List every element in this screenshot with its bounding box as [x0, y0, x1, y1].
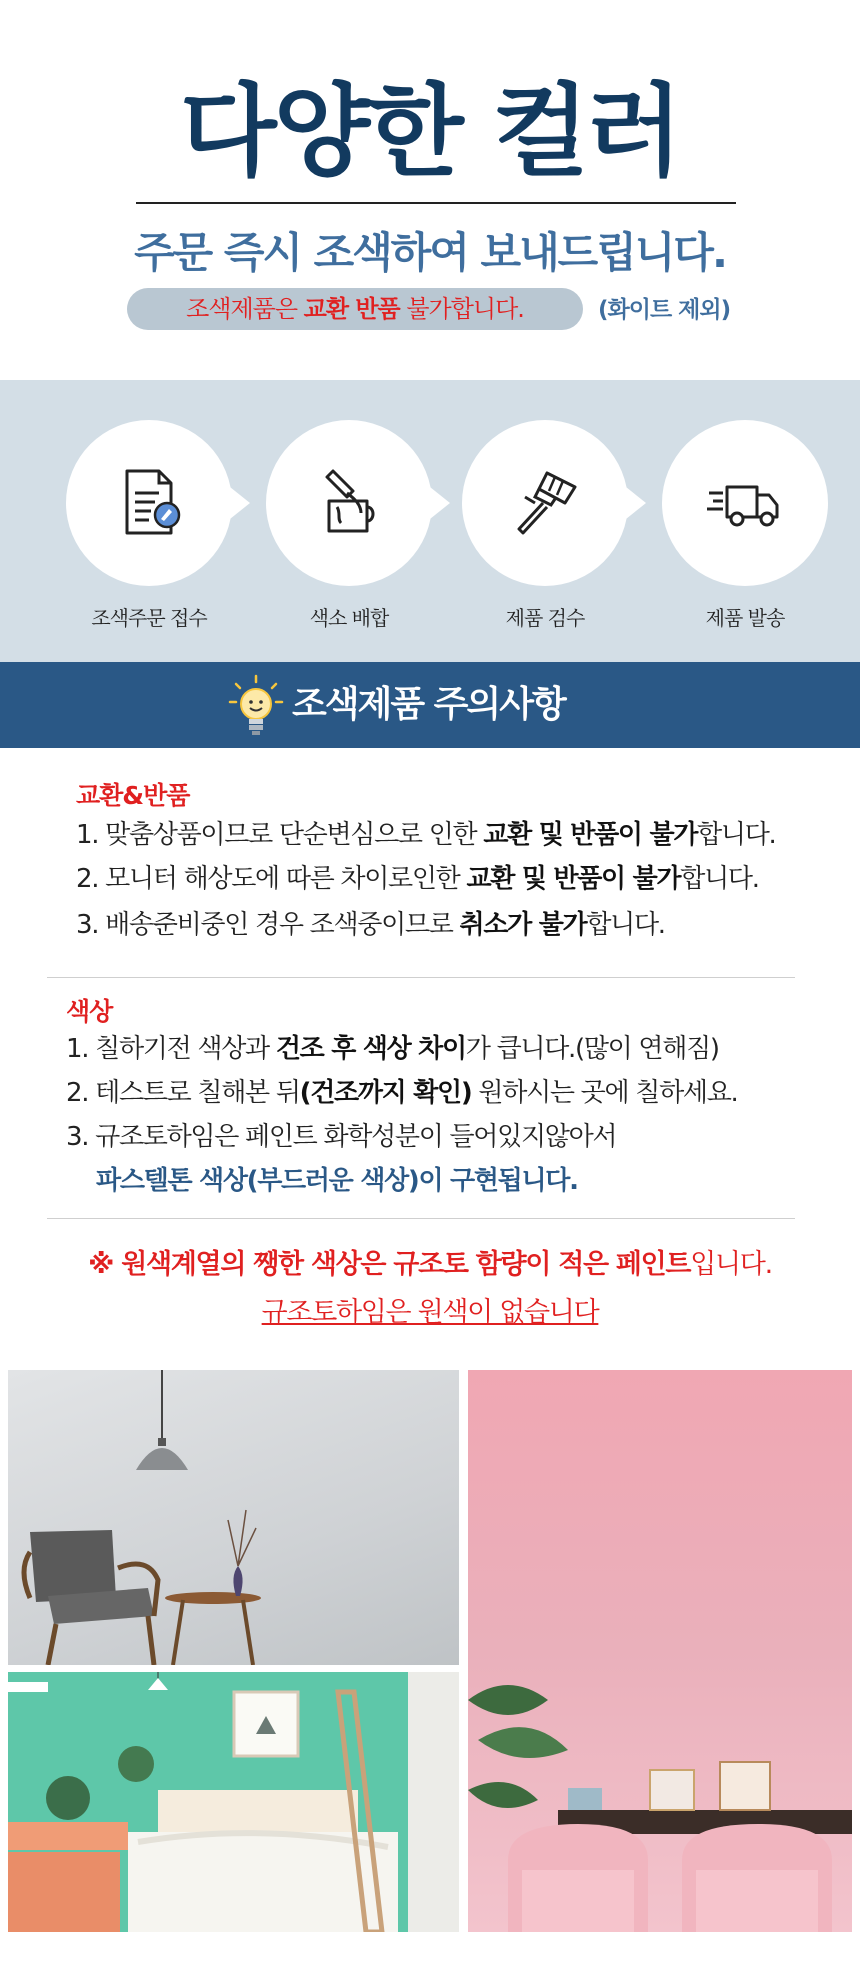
no-return-notice [127, 288, 583, 330]
pastel-note [96, 1166, 578, 1197]
exchange-heading: 교환&반품 [76, 781, 190, 810]
pastel-note-text: 파스텔톤 색상(부드러운 색상)이 구현됩니다. [96, 1166, 578, 1196]
item-text: 3. 배송준비중인 경우 조색중이므로 [76, 910, 460, 940]
mint-bedroom-photo [8, 1672, 459, 1932]
step-label-mix: 색소 배합 [309, 606, 389, 630]
item-text: 3. 규조토하임은 페인트 화학성분이 들어있지않아서 [66, 1122, 617, 1152]
step-ship [662, 420, 828, 586]
warning-underlined: 규조토하임은 원색이 없습니다 [261, 1297, 599, 1328]
paint-bucket-icon [309, 463, 389, 543]
step-arrow [430, 487, 450, 519]
item-bold: 교환 및 반품이 불가 [483, 820, 698, 850]
pink-living-room-photo [468, 1370, 852, 1932]
white-exception-note: (화이트 제외) [598, 297, 731, 323]
title-divider [136, 202, 736, 204]
step-order [66, 420, 232, 586]
step-arrow [230, 487, 250, 519]
document-order-icon [109, 463, 189, 543]
item-bold: 건조 후 색상 차이 [275, 1034, 466, 1064]
mint-bedroom-illustration [8, 1672, 459, 1932]
item-text: 합니다. [680, 864, 759, 894]
item-text: 2. 모니터 해상도에 따른 차이로인한 [76, 864, 467, 894]
gray-room-photo [8, 1370, 459, 1665]
color-item-3 [66, 1122, 616, 1153]
step-inspect [462, 420, 628, 586]
notice-text-bold: 교환 반품 [303, 295, 400, 323]
item-bold: 취소가 불가 [459, 910, 587, 940]
caution-title: 조색제품 주의사항 [292, 684, 565, 725]
color-item-1 [66, 1034, 719, 1065]
lightbulb-icon [226, 674, 286, 738]
item-text: 1. 맞춤상품이므로 단순변심으로 인한 [76, 820, 484, 850]
section-divider [47, 977, 795, 978]
caution-header [0, 662, 860, 748]
page-subtitle: 주문 즉시 조색하여 보내드립니다. [134, 228, 726, 277]
page-title: 다양한 컬러 [180, 73, 680, 190]
no-primary-color-note [0, 1290, 860, 1329]
step-label-order: 조색주문 접수 [91, 606, 207, 630]
color-heading: 색상 [66, 997, 113, 1026]
gray-room-illustration [8, 1370, 459, 1665]
exchange-item-1 [76, 820, 776, 851]
section-divider [47, 1218, 795, 1219]
step-mix [266, 420, 432, 586]
notice-text-post: 불가합니다. [399, 295, 524, 323]
exchange-item-3 [76, 910, 665, 941]
pink-living-room-illustration [468, 1370, 852, 1932]
step-label-ship: 제품 발송 [705, 606, 785, 630]
item-bold: 교환 및 반품이 불가 [466, 864, 681, 894]
process-steps [0, 380, 860, 662]
item-text: 가 큽니다.(많이 연해짐) [465, 1034, 719, 1064]
primary-color-warning [0, 1242, 860, 1281]
item-text: 2. 테스트로 칠해본 뒤 [66, 1078, 300, 1108]
step-label-inspect: 제품 검수 [505, 606, 585, 630]
warning-bold: ※ 원색계열의 쨍한 색상은 규조토 함량이 적은 페인트 [88, 1249, 691, 1280]
exchange-item-2 [76, 864, 759, 895]
item-bold: (건조까지 확인) [299, 1078, 472, 1108]
item-text: 합니다. [586, 910, 665, 940]
paint-brush-icon [505, 463, 585, 543]
item-text: 원하시는 곳에 칠하세요. [471, 1078, 738, 1108]
warning-text: 입니다. [690, 1249, 772, 1280]
delivery-truck-icon [705, 463, 785, 543]
item-text: 합니다. [697, 820, 776, 850]
step-arrow [626, 487, 646, 519]
item-text: 1. 칠하기전 색상과 [66, 1034, 276, 1064]
notice-text-pre: 조색제품은 [186, 295, 304, 323]
color-item-2 [66, 1078, 738, 1109]
hero-section [0, 0, 860, 380]
